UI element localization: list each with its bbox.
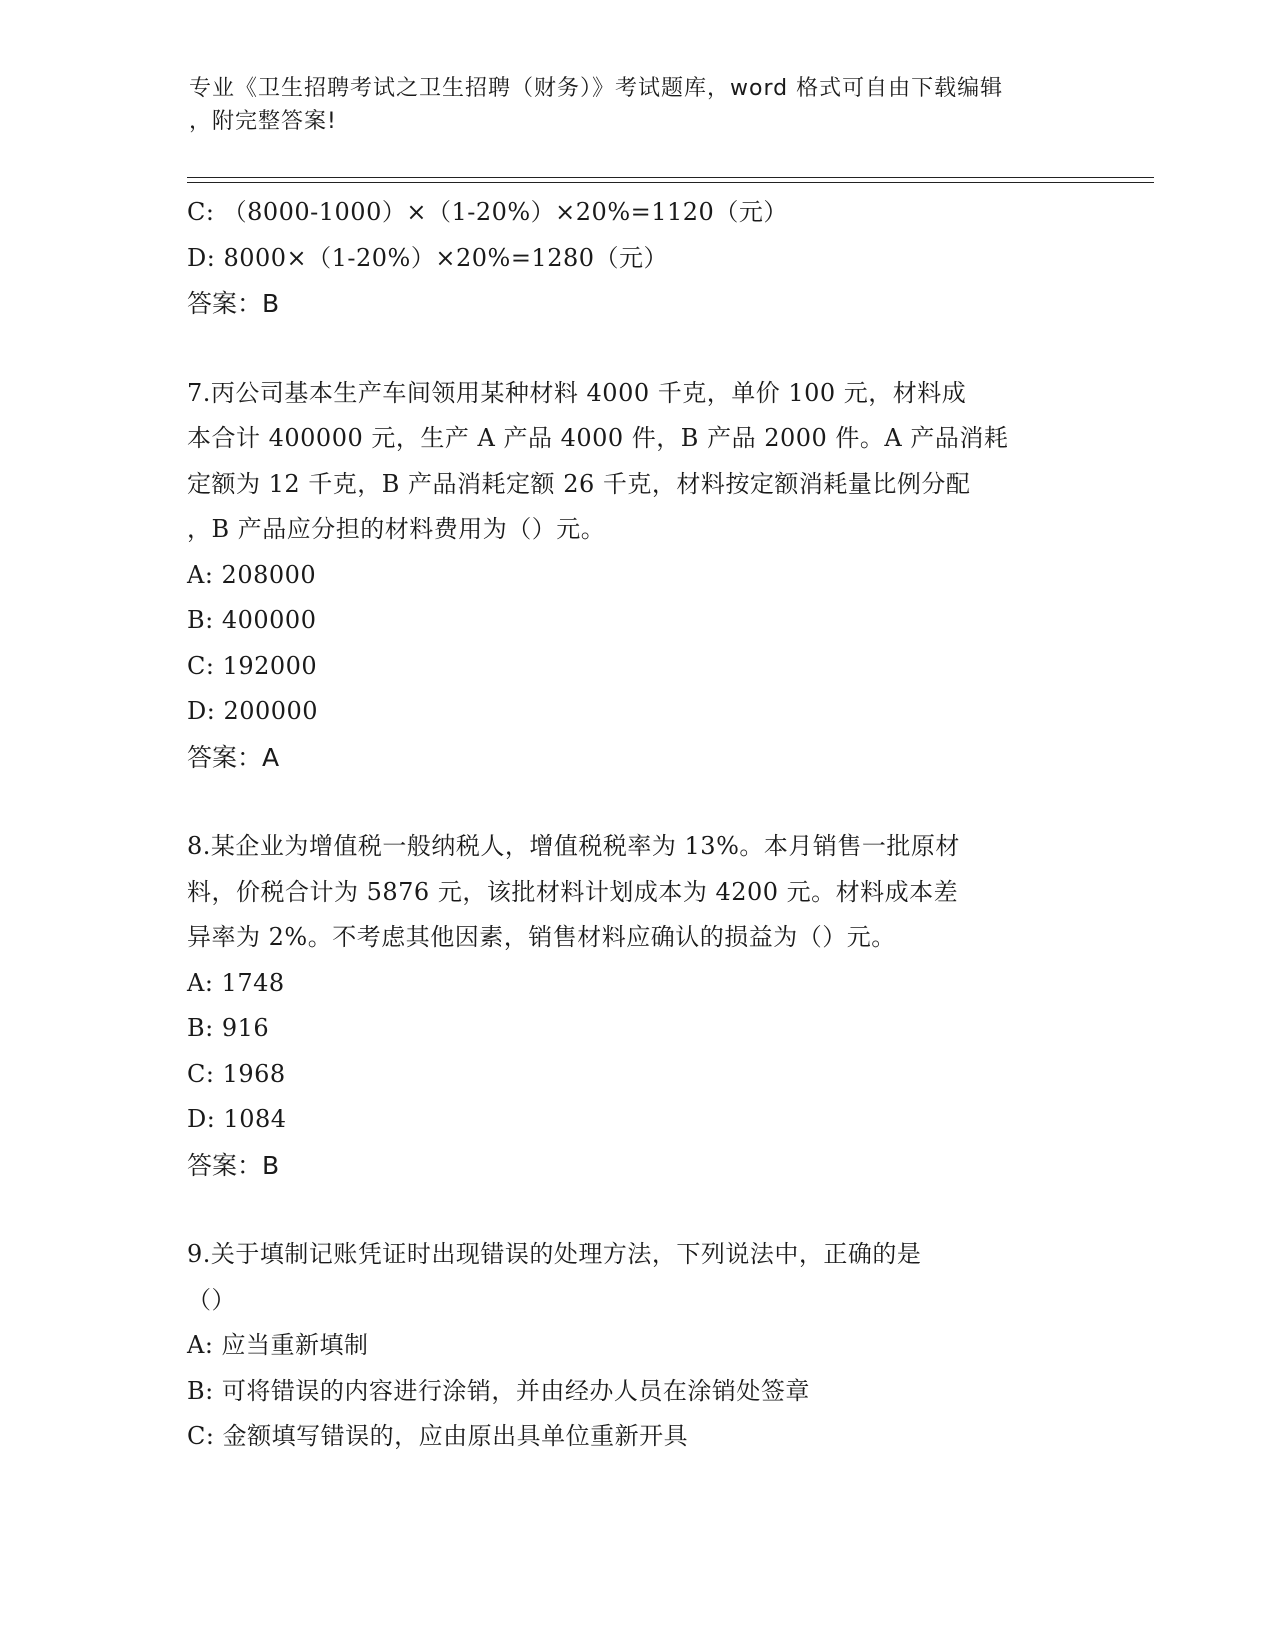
header-rule-bottom (187, 182, 1154, 183)
question-6-tail (187, 190, 1087, 327)
page-header (189, 72, 1089, 138)
option-b: B: 400000 (187, 606, 317, 634)
option-c: C: 1968 (187, 1059, 286, 1088)
header-rule-top (187, 177, 1154, 178)
option-c: C: （8000-1000）×（1-20%）×20%=1120（元） (187, 198, 788, 226)
answer-line: 答案：B (187, 1150, 280, 1180)
header-line-1: 专业《卫生招聘考试之卫生招聘（财务）》考试题库，word 格式可自由下载编辑 (189, 76, 1004, 101)
option-a: A: 应当重新填制 (187, 1331, 369, 1359)
option-c: C: 192000 (187, 651, 318, 680)
question-stem-line: 异率为 2%。不考虑其他因素，销售材料应确认的损益为（）元。 (187, 923, 896, 951)
question-stem-line: ，B 产品应分担的材料费用为（）元。 (187, 515, 606, 543)
header-line-2: ，附完整答案! (189, 109, 337, 134)
option-a: A: 1748 (187, 968, 285, 997)
question-stem-line: 本合计 400000 元，生产 A 产品 4000 件，B 产品 2000 件。A 产品消耗 (187, 424, 1009, 452)
answer-line: 答案：B (187, 289, 280, 318)
option-d: D: 8000×（1-20%）×20%=1280（元） (187, 243, 669, 272)
question-stem-line: （） (187, 1285, 236, 1314)
option-b: B: 916 (187, 1014, 270, 1042)
question-8 (187, 824, 1087, 1188)
question-stem-line: 9.关于填制记账凭证时出现错误的处理方法，下列说法中，正确的是 (187, 1240, 922, 1268)
option-d: D: 200000 (187, 697, 319, 725)
option-a: A: 208000 (187, 560, 317, 589)
question-stem-line: 定额为 12 千克，B 产品消耗定额 26 千克，材料按定额消耗量比例分配 (187, 469, 971, 498)
option-c: C: 金额填写错误的，应由原出具单位重新开具 (187, 1422, 689, 1450)
option-b: B: 可将错误的内容进行涂销，并由经办人员在涂销处签章 (187, 1376, 810, 1405)
question-9 (187, 1232, 1087, 1460)
option-d: D: 1084 (187, 1105, 287, 1133)
question-stem-line: 8.某企业为增值税一般纳税人，增值税税率为 13%。本月销售一批原材 (187, 832, 960, 860)
question-stem-line: 料，价税合计为 5876 元，该批材料计划成本为 4200 元。材料成本差 (187, 877, 959, 906)
question-stem-line: 7.丙公司基本生产车间领用某种材料 4000 千克，单价 100 元，材料成 (187, 378, 967, 407)
answer-line: 答案：A (187, 742, 280, 772)
document-body (187, 190, 1087, 1460)
question-7 (187, 371, 1087, 781)
